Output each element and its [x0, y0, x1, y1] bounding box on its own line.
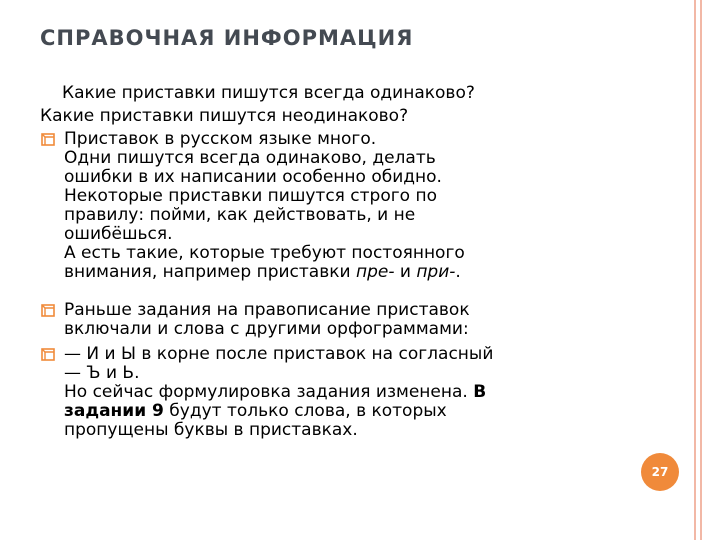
bullet-3-line: — Ъ и Ь. [64, 363, 140, 383]
slide-title: СПРАВОЧНАЯ ИНФОРМАЦИЯ [40, 26, 414, 50]
bullet-1-line: ошибки в их написании особенно обидно. [64, 167, 442, 187]
intro-question-1: Какие приставки пишутся всегда одинаково? [62, 83, 475, 103]
bullet-2-line: включали и слова с другими орфограммами: [64, 319, 469, 339]
prefix-pre: пре- [355, 262, 395, 282]
slide-body [40, 84, 630, 440]
slide-border-inner [700, 0, 702, 540]
bullet-1-last-line-start: внимания, например приставки [64, 262, 356, 282]
conjunction: и [394, 262, 417, 282]
bullet-3-line [64, 383, 630, 402]
bullet-1-line: Некоторые приставки пишутся строго по [64, 186, 438, 206]
prefix-pri: при- [416, 262, 456, 282]
bullet-1-last-line [64, 263, 630, 282]
bullet-3-line: пропущены буквы в приставках. [64, 420, 358, 440]
bullet-item-2 [40, 301, 630, 339]
bullet-3-bold-task: задании 9 [64, 401, 164, 421]
open-box-bullet-icon [41, 133, 55, 146]
open-box-bullet-icon [41, 304, 55, 317]
bullet-1-line: А есть такие, которые требуют постоянного [64, 243, 465, 263]
bullet-3-line: — И и Ы в корне после приставок на согласный [64, 344, 494, 364]
bullet-3-line [64, 402, 630, 421]
bullet-1-line: ошибёшься. [64, 224, 173, 244]
bullet-1-line: Приставок в русском языке много. [64, 129, 377, 149]
bullet-3-line-4-rest: будут только слова, в которых [163, 401, 447, 421]
bullet-2-line: Раньше задания на правописание приставок [64, 300, 470, 320]
bullet-1-line: правилу: пойми, как действовать, и не [64, 205, 416, 225]
period: . [455, 262, 461, 282]
page-number-badge: 27 [641, 453, 679, 491]
spacer [40, 282, 630, 301]
intro-question-2: Какие приставки пишутся неодинаково? [40, 106, 409, 126]
bullet-1-line: Одни пишутся всегда одинаково, делать [64, 148, 436, 168]
slide-border-outer [694, 0, 696, 540]
open-box-bullet-icon [41, 348, 55, 361]
bullet-item-1 [40, 130, 630, 282]
bullet-3-line-3-start: Но сейчас формулировка задания изменена. [64, 382, 474, 402]
bullet-3-bold-v: В [473, 382, 487, 402]
bullet-item-3 [40, 345, 630, 440]
